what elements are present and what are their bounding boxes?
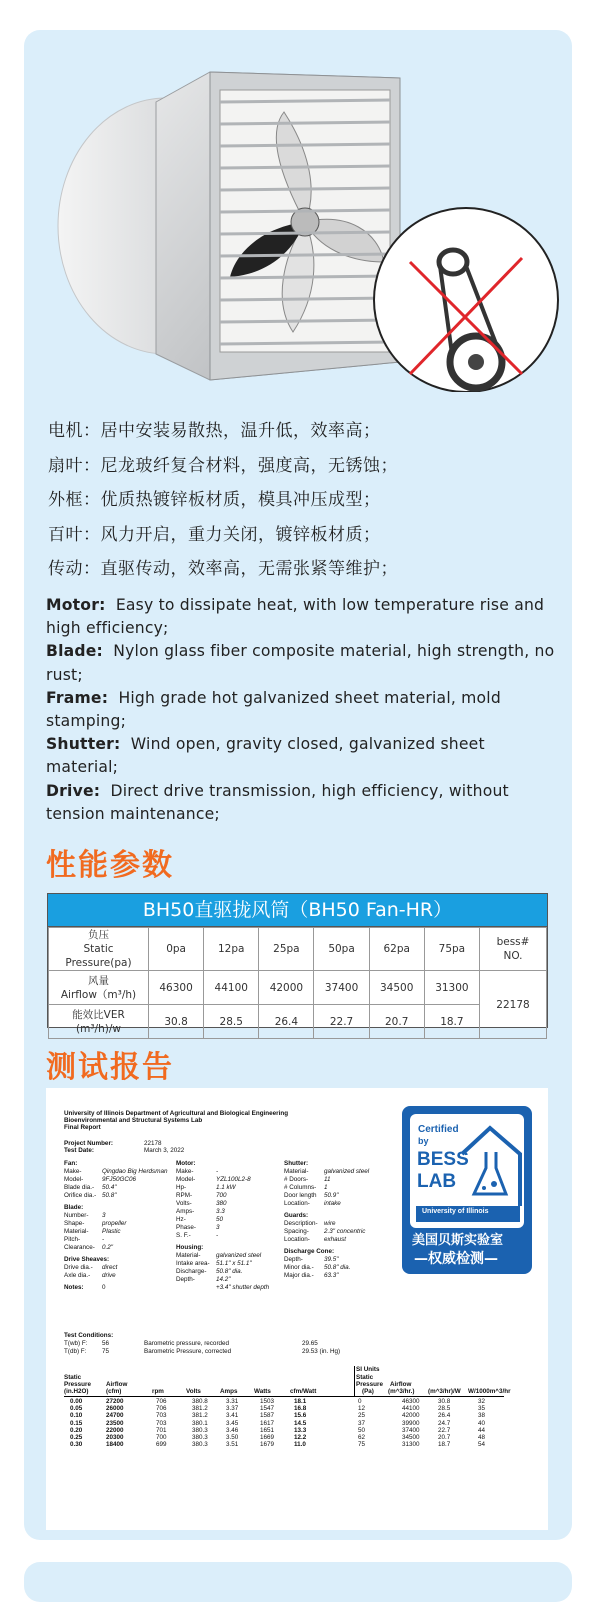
feature-en-label: Blade: — [46, 642, 103, 661]
table-cell: 1679 — [260, 1441, 275, 1449]
table-header-cell: Pressure — [356, 1381, 383, 1388]
badge-by: by — [418, 1136, 429, 1146]
table-header-cell: Volts — [186, 1388, 201, 1395]
table-cell: 37400 — [402, 1426, 420, 1434]
test-conditions — [64, 1332, 340, 1356]
performance-table-title: BH50直驱拢风筒（BH50 Fan-HR） — [48, 894, 547, 927]
table-header-cell: Amps — [220, 1388, 238, 1395]
spec-row: Description- wire — [284, 1220, 336, 1227]
spec-row: Discharge- 50.8" dia. — [176, 1268, 243, 1275]
label-cn: 能效比VER — [72, 1008, 125, 1021]
spec-row: S. F.- - — [176, 1232, 219, 1239]
table-cell: 1651 — [260, 1426, 275, 1434]
spec-row: Depth- 39.5" — [284, 1256, 339, 1263]
table-cell: 0 — [358, 1398, 362, 1405]
table-cell: 1617 — [260, 1419, 275, 1427]
si-units-label — [356, 1366, 379, 1373]
table-cell: 30.8 — [438, 1398, 451, 1405]
feature-en-item — [46, 640, 556, 686]
badge-cn-subtitle: —权威检测— — [414, 1251, 498, 1267]
spec-row: Material- galvanized steel — [284, 1168, 370, 1175]
condition-row: T(db) F: 75 Barometric Pressure, corrected 29.53 (in. Hg) — [64, 1348, 341, 1355]
table-cell: 1503 — [260, 1398, 275, 1405]
table-cell: 0.05 — [70, 1405, 83, 1413]
feature-en-label: Motor: — [46, 596, 106, 614]
spec-row: Number- 3 — [64, 1212, 106, 1219]
features-en-list — [46, 594, 556, 826]
report-header-line — [64, 1124, 101, 1131]
spec-row: Location- intake — [284, 1200, 341, 1207]
performance-grid — [48, 927, 547, 1039]
pressure-cell: 12pa — [204, 928, 259, 971]
report-header-text: Final Report — [64, 1124, 101, 1131]
spec-heading: Guards: — [284, 1212, 309, 1219]
performance-table — [47, 893, 548, 1035]
table-cell: 48 — [478, 1434, 486, 1441]
table-cell: 0.15 — [70, 1419, 83, 1427]
label-en: Airflow（m³/h) — [60, 988, 137, 1001]
feature-en-item — [46, 733, 556, 779]
table-row — [49, 928, 547, 971]
pressure-cell: 75pa — [424, 928, 479, 971]
report-header-line: University of Illinois Department of Agricultural and Biological Engineering — [64, 1110, 289, 1117]
table-cell: 23500 — [106, 1419, 124, 1427]
bess-lab-badge — [402, 1106, 532, 1274]
table-header-cell: Watts — [254, 1388, 271, 1395]
spec-row: Depth- 14.2" — [176, 1276, 231, 1283]
table-cell: 703 — [156, 1412, 167, 1420]
table-cell: 62 — [358, 1434, 366, 1441]
test-date: March 3, 2022 — [144, 1147, 185, 1154]
bess-label: bess# — [496, 936, 530, 948]
table-header-cell: (m^3/hr.) — [388, 1388, 415, 1395]
spec-row: Amps- 3.3 — [176, 1208, 225, 1215]
table-cell: 12 — [358, 1405, 366, 1413]
airflow-cell: 37400 — [314, 971, 369, 1005]
table-cell: 380.1 — [192, 1419, 208, 1427]
table-cell: 11.0 — [294, 1441, 306, 1449]
feature-cn-item: 电机：居中安装易散热，温升低，效率高； — [48, 421, 381, 441]
spec-heading: Housing: — [176, 1244, 204, 1251]
airflow-cell: 46300 — [149, 971, 204, 1005]
spec-row: Model- 9FJ50GC06 — [64, 1176, 136, 1183]
badge-bess: BESS — [417, 1149, 469, 1170]
table-cell: 20300 — [106, 1434, 124, 1441]
table-cell: 24.7 — [438, 1419, 451, 1427]
spec-row: # Columns- 1 — [284, 1184, 328, 1191]
notes-row: Notes: 0 — [64, 1284, 106, 1291]
table-cell: 0.10 — [70, 1412, 83, 1420]
table-header-cell: Pressure — [64, 1381, 91, 1388]
project-number: 22178 — [144, 1140, 162, 1147]
spec-row: Location- exhaust — [284, 1236, 347, 1243]
feature-en-text: Wind open, gravity closed, galvanized sheet material; — [46, 735, 485, 777]
table-header-cell: (Pa) — [362, 1388, 374, 1395]
ver-cell: 28.5 — [204, 1005, 259, 1039]
motor-specs — [176, 1160, 269, 1296]
pressure-cell: 25pa — [259, 928, 314, 971]
spec-row: Pitch- - — [64, 1236, 105, 1243]
spec-row: Orifice dia.- 50.8" — [64, 1192, 117, 1199]
fan-specs — [64, 1160, 167, 1292]
table-cell: 700 — [156, 1434, 167, 1441]
table-cell: 3.45 — [226, 1419, 239, 1427]
spec-row: Hz- 50 — [176, 1216, 224, 1223]
spec-heading: Drive Sheaves: — [64, 1256, 110, 1263]
table-cell: 44100 — [402, 1405, 420, 1413]
table-cell: 381.2 — [192, 1405, 208, 1413]
spec-row: Shape- propeller — [64, 1220, 127, 1227]
table-cell: 34500 — [402, 1434, 420, 1441]
badge-certified: Certified — [418, 1124, 459, 1135]
table-cell: 0.20 — [70, 1426, 83, 1434]
table-cell: 28.5 — [438, 1405, 451, 1413]
table-cell: 3.37 — [226, 1405, 239, 1413]
label-en: (m³/h)/w — [76, 1022, 121, 1035]
feature-en-text: High grade hot galvanized sheet material, mold stamping; — [46, 688, 501, 731]
spec-row: Drive dia.- direct — [64, 1264, 118, 1271]
table-cell: 3.46 — [226, 1426, 239, 1434]
report-header-text: Bioenvironmental and Structural Systems Lab — [64, 1117, 203, 1124]
table-cell: 706 — [156, 1398, 167, 1405]
spec-row: Axle dia.- drive — [64, 1272, 116, 1279]
spec-row: Door length 50.9" — [284, 1192, 339, 1199]
table-cell: 13.3 — [294, 1426, 307, 1434]
table-cell: 380.8 — [192, 1398, 208, 1405]
table-cell: 22.7 — [438, 1426, 451, 1434]
pressure-cell: 50pa — [314, 928, 369, 971]
ver-cell: 20.7 — [369, 1005, 424, 1039]
table-cell: 46300 — [402, 1398, 420, 1405]
report-header-line — [64, 1117, 202, 1124]
performance-section-title: 性能参数 — [46, 848, 174, 883]
bess-number-cell: 22178 — [480, 971, 547, 1039]
table-header-cell: Static — [64, 1374, 82, 1381]
table-cell: 18.7 — [438, 1441, 451, 1449]
feature-cn-item: 扇叶：尼龙玻纤复合材料，强度高，无锈蚀； — [48, 455, 398, 476]
fan-product-image — [48, 62, 560, 392]
spec-row: Phase- 3 — [176, 1224, 220, 1231]
bess-label-no: NO. — [503, 950, 523, 962]
table-cell: 44 — [478, 1426, 486, 1434]
table-cell: 50 — [358, 1426, 366, 1434]
table-cell: 703 — [156, 1419, 167, 1427]
features-cn-list — [48, 418, 558, 591]
airflow-cell: 44100 — [204, 971, 259, 1005]
airflow-cell: 42000 — [259, 971, 314, 1005]
test-report-image — [46, 1088, 548, 1530]
spec-row: RPM- 700 — [176, 1192, 227, 1199]
spec-row: # Doors- 11 — [284, 1176, 331, 1183]
table-header-cell: Airflow — [106, 1381, 128, 1388]
label-cn: 负压 — [88, 929, 109, 941]
feature-cn-item: 外框：优质热镀锌板材质，模具冲压成型； — [48, 490, 381, 510]
feature-en-item — [46, 594, 556, 640]
table-cell: 35 — [478, 1405, 486, 1413]
ver-cell: 26.4 — [259, 1005, 314, 1039]
spec-heading: Shutter: — [284, 1160, 309, 1167]
table-cell: 15.6 — [294, 1412, 307, 1420]
table-cell: 26000 — [106, 1405, 124, 1413]
table-cell: 26.4 — [438, 1412, 451, 1420]
table-cell: 380.3 — [192, 1426, 208, 1434]
test-date-label — [64, 1147, 94, 1154]
feature-cn-item: 传动：直驱传动，效率高，无需张紧等维护； — [48, 559, 398, 579]
badge-cn-title: 美国贝斯实验室 — [412, 1233, 504, 1248]
si-units-text: SI Units — [356, 1366, 380, 1373]
table-cell: 12.2 — [294, 1434, 307, 1441]
table-cell: 1669 — [260, 1434, 275, 1441]
badge-university: University of Illinois — [422, 1208, 489, 1215]
spec-heading: Motor: — [176, 1160, 196, 1167]
feature-en-item — [46, 780, 556, 826]
ver-cell: 30.8 — [149, 1005, 204, 1039]
feature-en-text: Easy to dissipate heat, with low temperature rise and high efficiency; — [46, 596, 545, 638]
belt-drive-crossed-icon — [374, 208, 558, 392]
table-row — [49, 971, 547, 1005]
divider — [354, 1366, 355, 1396]
spec-row: +3.4" shutter depth — [216, 1284, 270, 1291]
row-label-ver — [49, 1005, 149, 1039]
table-cell: 3.50 — [226, 1434, 239, 1441]
table-cell: 31300 — [402, 1441, 420, 1449]
table-header-cell: (in.H2O) — [64, 1388, 89, 1395]
next-card — [24, 1562, 572, 1602]
label-en: Static Pressure(pa) — [65, 943, 132, 969]
table-cell: 701 — [156, 1426, 167, 1434]
table-header-cell: Static — [356, 1374, 374, 1381]
spec-row: Major dia.- 63.3" — [284, 1272, 339, 1279]
project-number-label — [64, 1140, 113, 1147]
table-cell: 380.3 — [192, 1441, 208, 1449]
spec-row: Hp- 1.1 kW — [176, 1184, 236, 1191]
table-cell: 18400 — [106, 1441, 124, 1449]
report-header — [64, 1110, 288, 1117]
spec-row: Blade dia.- 50.4" — [64, 1184, 117, 1191]
table-row — [49, 1005, 547, 1039]
table-header-cell: W/1000m^3/hr — [468, 1388, 511, 1395]
table-cell: 32 — [478, 1398, 486, 1405]
spec-heading: Fan: — [64, 1160, 78, 1167]
pressure-cell: 62pa — [369, 928, 424, 971]
table-cell: 42000 — [402, 1412, 420, 1420]
spec-row: Spacing- 2.3" concentric — [284, 1228, 366, 1235]
table-cell: 38 — [478, 1412, 486, 1420]
feature-cn-item: 百叶：风力开启，重力关闭，镀锌板材质； — [48, 524, 381, 545]
table-cell: 75 — [358, 1441, 366, 1449]
table-cell: 24700 — [106, 1412, 124, 1420]
table-header-cell: rpm — [152, 1388, 164, 1395]
spec-row: Volts- 380 — [176, 1200, 227, 1207]
spec-row: Intake area- 51.1" x 51.1" — [176, 1260, 252, 1267]
table-cell: 39900 — [402, 1419, 420, 1427]
table-cell: 20.7 — [438, 1434, 451, 1441]
table-cell: 1547 — [260, 1405, 275, 1413]
table-cell: 18.1 — [294, 1398, 307, 1405]
spec-row: Minor dia.- 50.8" dia. — [284, 1264, 351, 1271]
table-cell: 381.2 — [192, 1412, 208, 1420]
table-header-cell: (cfm) — [106, 1388, 122, 1395]
label: Test Date: — [64, 1147, 94, 1154]
airflow-cell: 31300 — [424, 971, 479, 1005]
badge-lab: LAB — [417, 1171, 457, 1192]
feature-en-text: Nylon glass fiber composite material, high strength, no rust; — [46, 642, 555, 684]
spec-row: Clearance- 0.2" — [64, 1244, 113, 1251]
table-cell: 706 — [156, 1405, 167, 1413]
condition-row: T(wb) F: 56 Barometric pressure, recorded 29.65 — [64, 1340, 318, 1347]
label-cn: 风量 — [88, 974, 109, 987]
table-cell: 16.8 — [294, 1405, 307, 1413]
shutter-specs — [284, 1160, 369, 1284]
feature-en-label: Frame: — [46, 688, 109, 707]
table-cell: 3.31 — [226, 1398, 239, 1405]
label: Project Number: — [64, 1140, 113, 1147]
table-cell: 40 — [478, 1419, 486, 1427]
table-header-cell: (m^3/hr)/W — [428, 1388, 461, 1395]
feature-en-label: Shutter: — [46, 735, 121, 754]
spec-heading: Blade: — [64, 1204, 84, 1211]
table-cell: 22000 — [106, 1426, 124, 1434]
table-cell: 0.30 — [70, 1441, 83, 1449]
table-header-cell: Airflow — [390, 1381, 412, 1388]
table-cell: 3.51 — [226, 1441, 239, 1449]
bess-label-cell — [480, 928, 547, 971]
spec-row: Make- Qingdao Big Herdsman — [64, 1168, 168, 1175]
feature-en-label: Drive: — [46, 781, 101, 800]
table-cell: 699 — [156, 1441, 167, 1449]
conditions-heading: Test Conditions: — [64, 1332, 114, 1339]
table-cell: 25 — [358, 1412, 366, 1420]
table-cell: 54 — [478, 1441, 486, 1449]
spec-row: Material- Plastic — [64, 1228, 121, 1235]
table-cell: 0.00 — [70, 1398, 83, 1405]
table-cell: 14.5 — [294, 1419, 307, 1427]
table-cell: 1587 — [260, 1412, 275, 1420]
spec-heading: Discharge Cone: — [284, 1248, 335, 1255]
table-cell: 27200 — [106, 1398, 124, 1405]
table-cell: 37 — [358, 1419, 366, 1427]
row-label-airflow — [49, 971, 149, 1005]
table-cell: 3.41 — [226, 1412, 239, 1420]
spec-row: Make- - — [176, 1168, 219, 1175]
feature-en-text: Direct drive transmission, high efficiency, without tension maintenance; — [46, 781, 509, 823]
table-cell: 380.3 — [192, 1434, 208, 1441]
spec-row: Model- YZL100L2-8 — [176, 1176, 251, 1183]
row-label-pressure — [49, 928, 149, 971]
ver-cell: 22.7 — [314, 1005, 369, 1039]
divider — [64, 1396, 504, 1397]
pressure-cell: 0pa — [149, 928, 204, 971]
table-cell: 0.25 — [70, 1434, 83, 1441]
table-header-cell: cfm/Watt — [290, 1388, 317, 1395]
ver-cell: 18.7 — [424, 1005, 479, 1039]
spec-row: Material- galvanized steel — [176, 1252, 262, 1259]
report-section-title: 测试报告 — [46, 1050, 174, 1085]
airflow-cell: 34500 — [369, 971, 424, 1005]
feature-en-item — [46, 687, 556, 733]
